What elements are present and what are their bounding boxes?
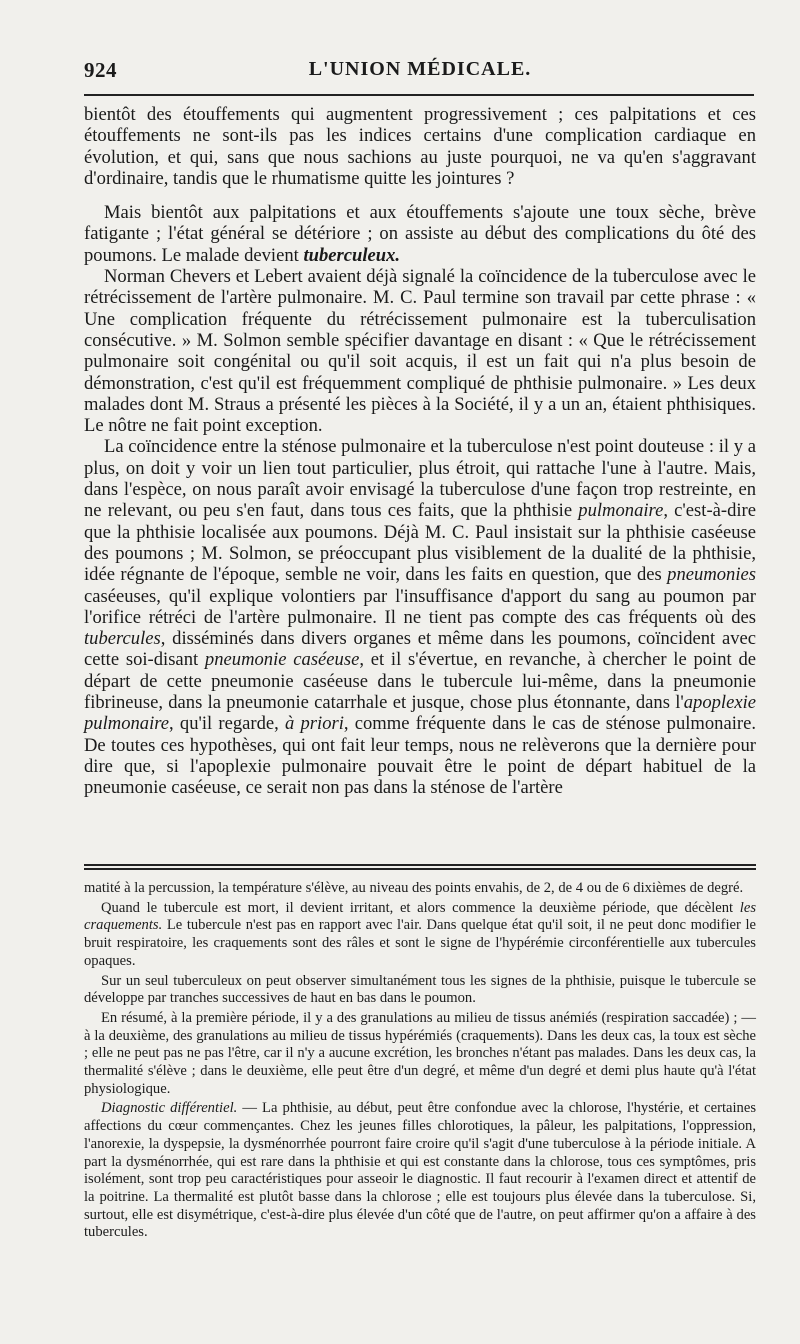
- note-2-text-a: Quand le tubercule est mort, il devient irritant, et alors commence la deuxième période, que décèlent: [101, 899, 740, 916]
- footnote-section: [84, 880, 756, 1244]
- header-rule: [84, 94, 754, 96]
- page-header: [84, 58, 756, 88]
- note-5-text: — La phthisie, au début, peut être confondue avec la chlorose, l'hystérie, et certaines affections du cœur commençantes. Chez les jeunes filles chlorotiques, la pâleur, les palpitations, l'oppression, l'anorexie, la dyspepsie, la dysménorrhée pourront faire croire qu'il s'agit d'une tuberculose à la période initiale. A part la dysménorrhée, qui est rare dans la phthisie et qui est constante dans la chlorose, tous ces symptômes, pris isolément, sont trop peu caractéristiques pour asseoir le diagnostic. Il faut recourir à l'examen direct et attentif de la poitrine. La thermalité est plutôt basse dans la chlorose ; elle est toujours plus élevée dans la tuberculose. Si, surtout, elle est disymétrique, c'est-à-dire plus élevée d'un côté que de l'autre, on peut affirmer qu'on a affaire à des tubercules.: [84, 1100, 757, 1241]
- note-4: En résumé, à la première période, il y a des granulations au milieu de tissus anémiés (respiration saccadée) ; — à la deuxième, des granulations au milieu de tissus hypérémiés (craquements). Dans les deux cas, la toux est sèche ; elle ne peut pas ne pas l'être, car il n'y a aucune excrétion, les bronches n'étant pas malades. Dans les deux cas, la thermalité s'élève ; dans le deuxième, elle peut être d'un degré, et même d'un degré et demi plus haute qu'à l'état physiologique.: [84, 1009, 756, 1097]
- diagnostic-heading: Diagnostic différentiel.: [101, 1100, 238, 1117]
- note-2-text-c: Le tubercule n'est pas en rapport avec l'air. Dans quelque état qu'il soit, il ne peut donc modifier le bruit respiratoire, les craquements sont des râles et sont le signe de l'hypérémie circonférentielle aux tubercules opaques.: [84, 917, 756, 969]
- paragraph-4: [84, 436, 756, 798]
- paragraph-2-text: Mais bientôt aux palpitations et aux étouffements s'ajoute une toux sèche, brève fatigante ; l'état général se détériore ; on assiste au début des complications du ôté des poumons. Le malade devient: [84, 202, 756, 266]
- page-number: 924: [84, 58, 117, 82]
- running-title: L'UNION MÉDICALE.: [308, 58, 532, 80]
- p4-text-a: La coïncidence entre la sténose pulmonaire et la tuberculose n'est point douteuse : il y a plus, on doit y voir un lien tout particulier, plus étroit, qui rattache l'une à l'autre. Mais, dans l'espèce, on nous paraît avoir envisagé la tuberculose d'une façon trop restreinte, en ne relevant, ou peu s'en faut, dans tous ces faits, que la phthisie: [84, 436, 756, 522]
- p4-text-e: caséeuses, qu'il explique volontiers par l'insuffisance d'apport du sang au poumon par l'orifice rétréci de l'artère pulmonaire. Il ne tient pas compte des cas fréquents où des: [84, 585, 756, 628]
- footnote-separator: [84, 864, 756, 870]
- p4-text-m: , comme fréquente dans le cas de sténose pulmonaire. De toutes ces hypothèses, qui ont fait leur temps, nous ne relèverons que la dernière pour dire que, si l'apoplexie pulmonaire pouvait être le point de départ habituel de la pneumonie caséeuse, ce serait non pas dans la sténose de l'artère: [84, 713, 756, 799]
- note-3: Sur un seul tuberculeux on peut observer simultanément tous les signes de la phthisie, puisque le tubercule se développe par tranches successives de haut en bas dans le poumon.: [84, 972, 756, 1007]
- note-2: [84, 900, 756, 971]
- p4-text-k: , qu'il regarde,: [169, 713, 285, 735]
- p4-emphasis-a-priori: à priori: [284, 713, 344, 735]
- main-body: [84, 104, 756, 799]
- tuberculeux-emphasis: tuberculeux.: [303, 244, 401, 266]
- paragraph-1: bientôt des étouffements qui augmentent progressivement ; ces palpitations et ces étouffements ne sont-ils pas les indices certains d'une complication cardiaque en évolution, et qui, sans que nous sachions au juste pourquoi, ne va qu'en s'aggravant d'ordinaire, tandis que le rhumatisme quitte les jointures ?: [84, 104, 756, 189]
- p4-text-g: , disséminés dans divers organes et même dans les poumons, coïncident avec cette soi-disant: [84, 628, 756, 671]
- p4-emphasis-apoplexie: apoplexie pulmonaire: [84, 692, 756, 735]
- p4-emphasis-pneumonies: pneumonies: [667, 564, 756, 586]
- note-2-emphasis: les craquements.: [84, 899, 756, 934]
- p4-text-i: , et il s'évertue, en revanche, à chercher le point de départ de cette pneumonie caséeuse dans le tubercule lui-même, dans la pneumonie fibrineuse, dans la pneumonie catarrhale et jusque, chose plus étonnante, dans l': [84, 649, 756, 714]
- p4-emphasis-pulmonaire: pulmonaire: [578, 500, 664, 522]
- paragraph-3: Norman Chevers et Lebert avaient déjà signalé la coïncidence de la tuberculose avec le rétrécissement de l'artère pulmonaire. M. C. Paul termine son travail par cette phrase : « Une complication fréquente du rétrécissement pulmonaire est la tuberculisation consécutive. » M. Solmon semble spécifier davantage en disant : « Que le rétrécissement pulmonaire soit congénital ou qu'il soit acquis, il est un fait qui n'a plus besoin de démonstration, c'est qu'il est fréquemment compliqué de phthisie pulmonaire. » Les deux malades dont M. Straus a présenté les pièces à la Société, il y a un an, étaient phthisiques. Le nôtre ne fait point exception.: [84, 266, 756, 437]
- p4-text-c: , c'est-à-dire que la phthisie localisée aux poumons. Déjà M. C. Paul insistait sur la phthisie caséeuse des poumons ; M. Solmon, se préoccupant plus visiblement de la dualité de la phthisie, idée régnante de l'époque, semble ne voir, dans les faits en question, que des: [84, 500, 756, 586]
- p4-emphasis-tubercules: tubercules: [84, 628, 161, 650]
- paragraph-2: [84, 202, 756, 266]
- p4-emphasis-pneumonie-caseeuse: pneumonie caséeuse: [204, 649, 360, 671]
- note-1: matité à la percussion, la température s'élève, au niveau des points envahis, de 2, de 4 ou de 6 dixièmes de degré.: [84, 880, 744, 896]
- note-5: [84, 1100, 756, 1242]
